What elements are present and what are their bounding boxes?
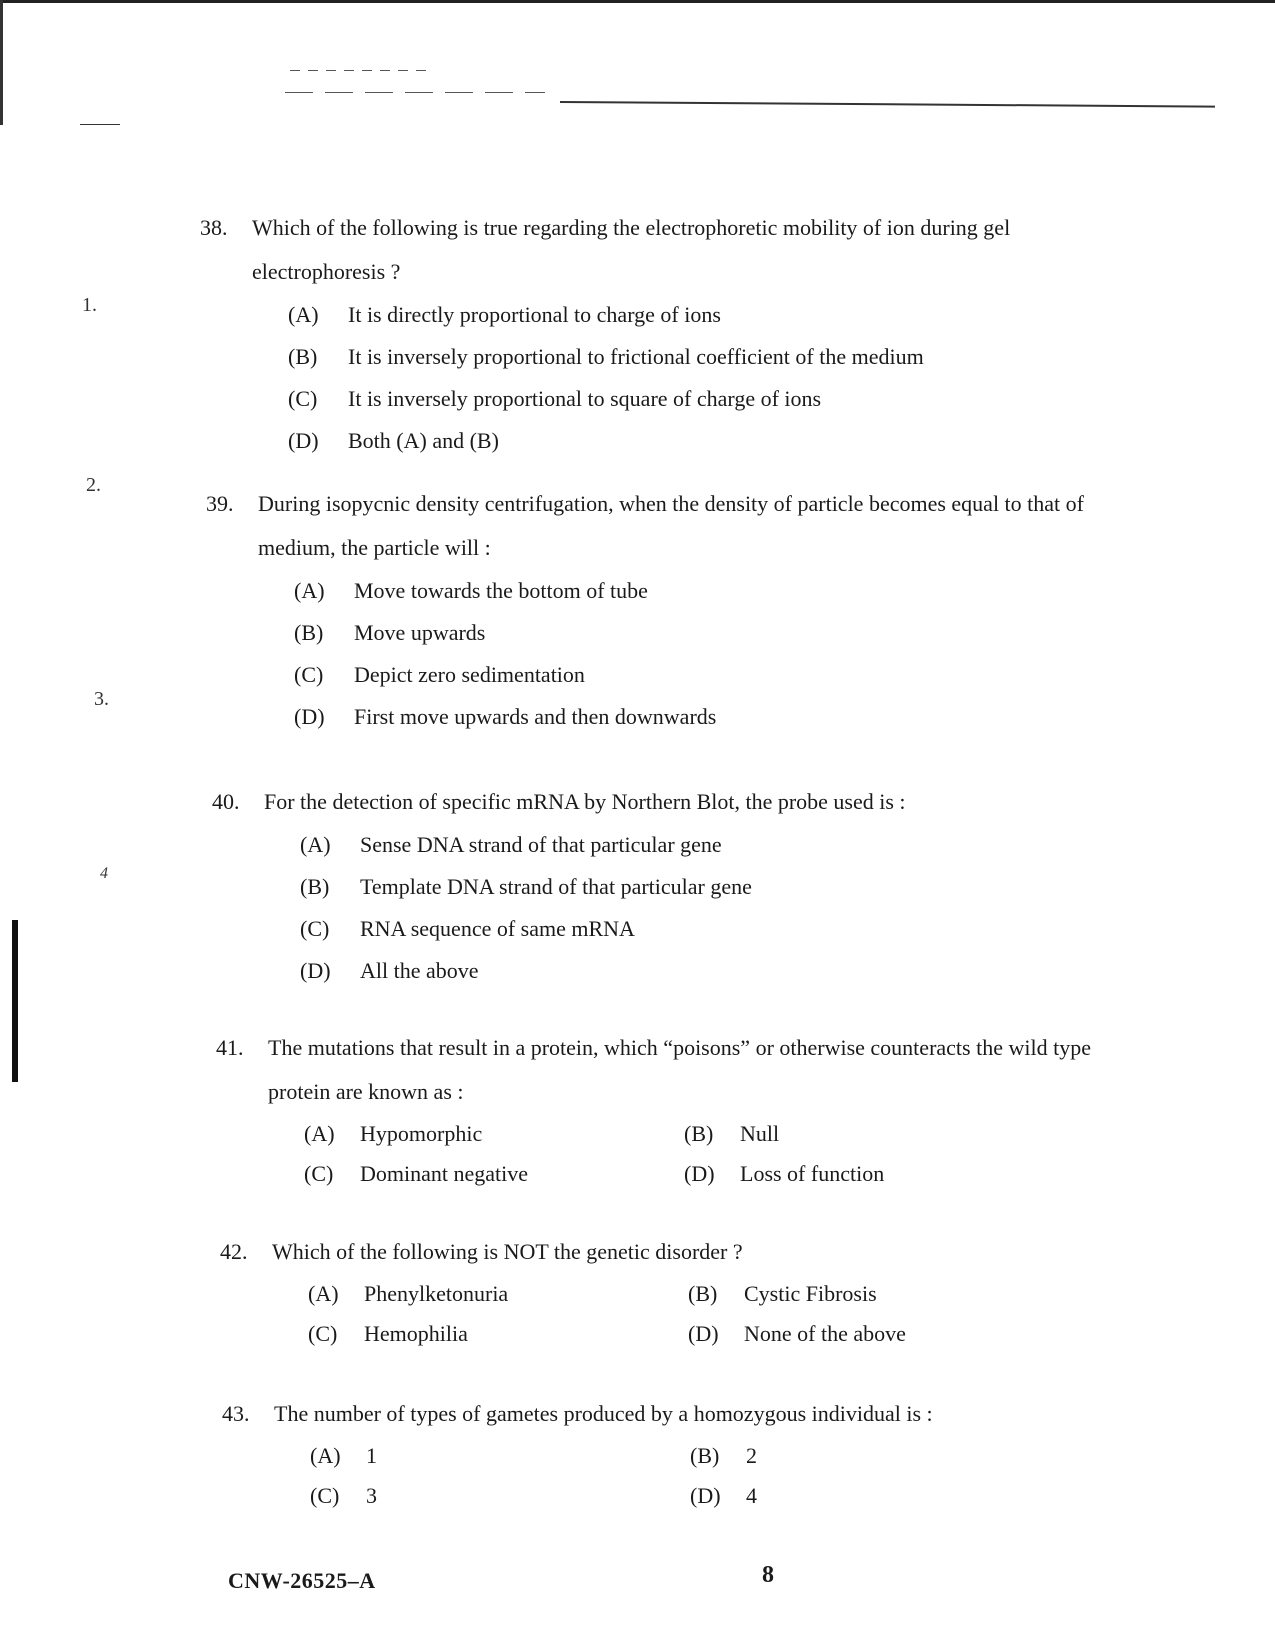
- option-d: [688, 1314, 988, 1354]
- margin-number: 1.: [82, 294, 97, 316]
- option-c: [294, 654, 1086, 696]
- question-text: The mutations that result in a protein, which “poisons” or otherwise counteracts the wild type protein are known as :: [268, 1035, 1091, 1104]
- option-text: Loss of function: [740, 1161, 885, 1186]
- option-letter: (A): [308, 1281, 339, 1306]
- option-text: Hemophilia: [364, 1321, 468, 1346]
- option-list: [288, 294, 1080, 462]
- option-letter: (C): [300, 916, 330, 941]
- option-letter: (B): [288, 344, 318, 369]
- option-d: [690, 1476, 990, 1516]
- option-text: Both (A) and (B): [348, 428, 499, 453]
- option-letter: (B): [690, 1443, 720, 1468]
- option-a: [288, 294, 1080, 336]
- option-text: Dominant negative: [360, 1161, 529, 1186]
- option-text: First move upwards and then downwards: [354, 704, 717, 729]
- question-number: 41.: [216, 1035, 244, 1060]
- question-40: [212, 780, 1092, 992]
- option-text: 2: [746, 1443, 757, 1468]
- question-number: 43.: [222, 1401, 250, 1426]
- option-text: None of the above: [744, 1321, 906, 1346]
- scan-border-left: [0, 0, 3, 125]
- option-text: RNA sequence of same mRNA: [360, 916, 635, 941]
- option-c: [304, 1154, 684, 1194]
- option-letter: (C): [304, 1161, 334, 1186]
- option-c: [310, 1476, 690, 1516]
- option-d: [294, 696, 1086, 738]
- option-text: All the above: [360, 958, 479, 983]
- margin-number: 4: [100, 865, 108, 882]
- header-rule: [560, 101, 1215, 108]
- option-b: [690, 1436, 990, 1476]
- option-grid: [310, 1436, 1102, 1516]
- option-text: Null: [740, 1121, 780, 1146]
- option-text: Phenylketonuria: [364, 1281, 509, 1306]
- option-d: [684, 1154, 984, 1194]
- option-b: [294, 612, 1086, 654]
- option-letter: (C): [308, 1321, 338, 1346]
- question-text: Which of the following is true regarding the electrophoretic mobility of ion during gel electrophoresis ?: [252, 215, 1011, 284]
- option-letter: (A): [288, 302, 319, 327]
- option-a: [308, 1274, 688, 1314]
- scan-edge-bar: [12, 920, 18, 1082]
- option-letter: (A): [304, 1121, 335, 1146]
- option-text: Hypomorphic: [360, 1121, 483, 1146]
- header-dash: [290, 70, 430, 71]
- option-letter: (B): [300, 874, 330, 899]
- option-text: Sense DNA strand of that particular gene: [360, 832, 722, 857]
- option-text: Depict zero sedimentation: [354, 662, 585, 687]
- option-text: 1: [366, 1443, 377, 1468]
- option-grid: [304, 1114, 1096, 1194]
- margin-number: 3.: [94, 688, 109, 710]
- question-text: Which of the following is NOT the genetic disorder ?: [272, 1239, 743, 1264]
- option-c: [300, 908, 1092, 950]
- question-42: [220, 1230, 1100, 1354]
- option-letter: (D): [684, 1161, 715, 1186]
- question-text: The number of types of gametes produced by a homozygous individual is :: [274, 1401, 933, 1426]
- page-number: 8: [762, 1562, 774, 1588]
- option-letter: (D): [288, 428, 319, 453]
- option-letter: (C): [310, 1483, 340, 1508]
- question-number: 40.: [212, 789, 240, 814]
- question-text: During isopycnic density centrifugation, when the density of particle becomes equal to that of medium, the particle will :: [258, 491, 1084, 560]
- question-41: [216, 1026, 1096, 1194]
- option-letter: (B): [294, 620, 324, 645]
- option-text: Cystic Fibrosis: [744, 1281, 877, 1306]
- option-letter: (C): [288, 386, 318, 411]
- option-text: Move towards the bottom of tube: [354, 578, 648, 603]
- scan-border-top: [0, 0, 1275, 3]
- option-letter: (B): [688, 1281, 718, 1306]
- option-c: [308, 1314, 688, 1354]
- option-a: [300, 824, 1092, 866]
- option-a: [310, 1436, 690, 1476]
- option-letter: (A): [310, 1443, 341, 1468]
- option-letter: (D): [300, 958, 331, 983]
- option-letter: (D): [688, 1321, 719, 1346]
- option-text: 4: [746, 1483, 757, 1508]
- header-rule-left: [80, 124, 120, 125]
- question-text: For the detection of specific mRNA by Northern Blot, the probe used is :: [264, 789, 906, 814]
- option-text: It is directly proportional to charge of ions: [348, 302, 721, 327]
- option-letter: (B): [684, 1121, 714, 1146]
- option-d: [300, 950, 1092, 992]
- option-letter: (A): [294, 578, 325, 603]
- option-letter: (D): [690, 1483, 721, 1508]
- option-b: [288, 336, 1080, 378]
- option-list: [300, 824, 1092, 992]
- margin-number: 2.: [86, 474, 101, 496]
- option-b: [300, 866, 1092, 908]
- question-39: [206, 482, 1086, 738]
- option-letter: (C): [294, 662, 324, 687]
- option-letter: (A): [300, 832, 331, 857]
- option-list: [294, 570, 1086, 738]
- question-number: 38.: [200, 215, 228, 240]
- option-c: [288, 378, 1080, 420]
- option-b: [688, 1274, 988, 1314]
- option-text: It is inversely proportional to square of charge of ions: [348, 386, 822, 411]
- question-43: [222, 1392, 1102, 1516]
- option-grid: [308, 1274, 1100, 1354]
- option-letter: (D): [294, 704, 325, 729]
- paper-code: CNW-26525–A: [228, 1568, 376, 1593]
- option-a: [294, 570, 1086, 612]
- option-text: Template DNA strand of that particular gene: [360, 874, 752, 899]
- option-b: [684, 1114, 984, 1154]
- option-text: It is inversely proportional to frictional coefficient of the medium: [348, 344, 924, 369]
- option-d: [288, 420, 1080, 462]
- header-dash: [285, 92, 545, 93]
- option-text: 3: [366, 1483, 377, 1508]
- question-38: [200, 206, 1080, 462]
- option-a: [304, 1114, 684, 1154]
- option-text: Move upwards: [354, 620, 486, 645]
- question-number: 42.: [220, 1239, 248, 1264]
- question-number: 39.: [206, 491, 234, 516]
